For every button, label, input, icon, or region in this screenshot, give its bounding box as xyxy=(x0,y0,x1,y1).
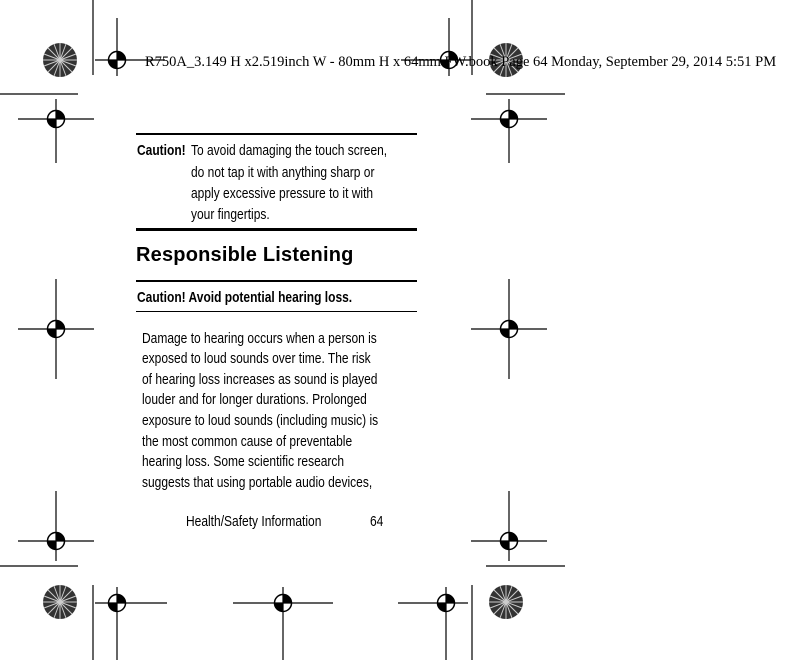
hearing-caution-top-rule xyxy=(136,280,417,282)
registration-cross-bottom-right xyxy=(398,587,468,660)
body-line-4: louder and for longer durations. Prolonged xyxy=(142,391,367,408)
registration-cross-upper-right xyxy=(471,99,547,163)
body-line-2: exposed to loud sounds over time. The risk xyxy=(142,350,371,367)
body-line-1: Damage to hearing occurs when a person is xyxy=(142,330,377,347)
body-line-8: suggests that using portable audio devices, xyxy=(142,474,373,491)
hearing-caution: Caution! Avoid potential hearing loss. xyxy=(137,289,353,306)
caution-line-3: apply excessive pressure to it with xyxy=(191,185,374,202)
footer-page-number: 64 xyxy=(370,513,384,530)
body-line-6: the most common cause of preventable xyxy=(142,433,353,450)
body-line-5: exposure to loud sounds (including music) is xyxy=(142,412,379,429)
print-slug-line: R750A_3.149 H x2.519inch W - 80mm H x 64mm.FW.book Page 64 Monday, September 29, 2014 5:51 PM xyxy=(145,54,777,70)
registration-cross-upper-left xyxy=(18,99,94,163)
registration-cross-lower-right xyxy=(471,491,547,561)
caution-line-1: To avoid damaging the touch screen, xyxy=(191,142,388,159)
footer-section-name: Health/Safety Information xyxy=(186,513,322,530)
caution-line-4: your fingertips. xyxy=(191,206,270,223)
caution-line-2: do not tap it with anything sharp or xyxy=(191,164,375,181)
caution-label: Caution! xyxy=(137,142,186,159)
section-heading: Responsible Listening xyxy=(136,244,354,266)
registration-star-bl xyxy=(43,585,77,619)
registration-cross-bottom-left xyxy=(95,587,167,660)
registration-cross-bottom-center xyxy=(233,587,333,660)
body-line-7: hearing loss. Some scientific research xyxy=(142,453,345,470)
registration-star-br xyxy=(489,585,523,619)
registration-star-tl xyxy=(43,43,77,77)
registration-cross-lower-left xyxy=(18,491,94,561)
body-line-3: of hearing loss increases as sound is played xyxy=(142,371,378,388)
caution-top-rule xyxy=(136,133,417,135)
registration-cross-mid-left xyxy=(18,279,94,379)
section-top-rule xyxy=(136,228,417,231)
registration-cross-mid-right xyxy=(471,279,547,379)
hearing-caution-bottom-rule xyxy=(136,311,417,312)
